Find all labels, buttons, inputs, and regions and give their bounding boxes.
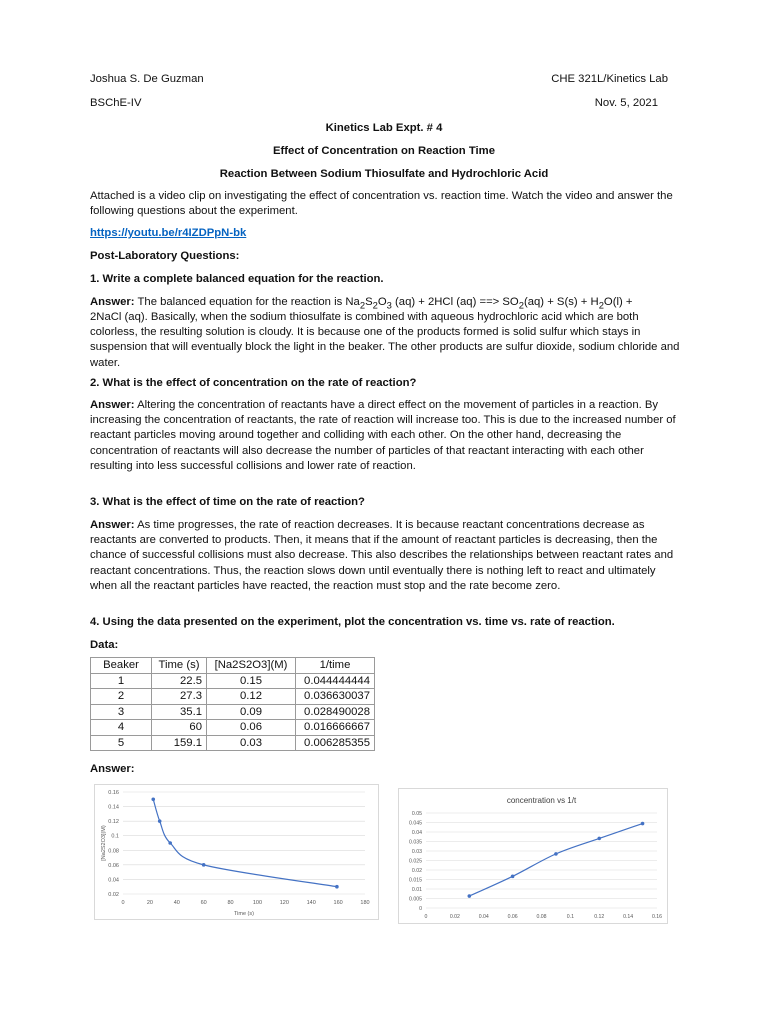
table-row: 5 159.1 0.03 0.006285355 [91,735,375,751]
series-line [153,799,337,886]
data-point [335,885,339,889]
course-code: CHE 321L/Kinetics Lab [551,73,668,85]
y-tick-label: 0.04 [411,830,422,836]
header-time: Time (s) [152,658,207,674]
x-tick-label: 0.16 [651,914,663,920]
data-point [511,875,515,879]
question-4: 4. Using the data presented on the experiment, plot the concentration vs. time vs. rate of reaction. [90,616,615,628]
y-tick-label: 0.16 [108,790,119,796]
data-point [158,819,162,823]
answer-label: Answer: [90,399,135,411]
x-tick-label: 120 [279,900,289,906]
y-tick-label: 0.04 [108,877,119,884]
table-row: 3 35.1 0.09 0.028490028 [91,704,375,720]
video-link[interactable]: https://youtu.be/r4IZDPpN-bk [90,227,247,239]
x-tick-label: 0.04 [478,914,489,920]
data-point [202,863,206,867]
answer-4-label: Answer: [90,763,135,775]
chart-title: concentration vs 1/t [506,796,577,805]
y-axis-label: [Na2S2O3](M) [101,825,107,861]
y-tick-label: 0.03 [411,849,422,855]
y-tick-label: 0.1 [111,833,119,840]
author-name: Joshua S. De Guzman [90,73,204,85]
y-tick-label: 0.05 [411,811,422,817]
series-line [469,824,642,897]
x-tick-label: 80 [227,900,234,906]
y-tick-label: 0.08 [108,848,119,855]
answer-1-equation: Answer: The balanced equation for the reaction is $Na_2S_2O_3$ (aq) + 2HCl (aq) ==> $SO_2(aq) + S(s) + H_2O(l)$ + [90,296,633,311]
header-concentration: [Na2S2O3](M) [207,658,296,674]
question-1: 1. Write a complete balanced equation for the reaction. [90,273,384,285]
program-year: BSChE-IV [90,97,142,109]
chart-1-svg [95,785,378,919]
table-header-row [91,658,375,674]
question-3: 3. What is the effect of time on the rate of reaction? [90,496,365,508]
video-link-wrap [90,226,246,241]
y-tick-label: 0.02 [411,868,422,874]
table-row: 1 22.5 0.15 0.044444444 [91,673,375,689]
data-point [168,841,172,845]
effect-title: Effect of Concentration on Reaction Time [273,145,495,157]
x-tick-label: 20 [146,900,153,906]
x-tick-label: 0.06 [507,914,518,920]
x-tick-label: 180 [360,900,370,906]
data-table [90,657,375,751]
eq-pre: The balanced equation for the reaction is Na [137,296,360,308]
answer-1-body: 2NaCl (aq). Basically, when the sodium thiosulfate is combined with aqueous hydrochloric acid which are both colorless, the resulting solution is cloudy. It is because one of the products formed is solid sulfur which stays in suspension that will eventually block the light in the beaker. The other products are sulfur dioxide, sodium chloride and water. [90,311,680,369]
y-tick-label: 0.005 [409,896,422,903]
x-tick-label: 0.14 [623,914,634,920]
chart-2-svg [399,789,667,923]
y-tick-label: 0.06 [108,862,119,869]
x-tick-label: 0.1 [566,914,574,920]
reaction-title: Reaction Between Sodium Thiosulfate and Hydrochloric Acid [219,168,549,180]
x-tick-label: 60 [200,900,207,906]
answer-3-text: As time progresses, the rate of reaction decreases. It is because reactant concentrations decrease as reactants are converted to products. Then, it means that if the amount of reactant particles is decreasing, then the chance of successful collisions must also decrease. This also describes the relationships between reactant rates and reactant concentrations. Thus, the reaction slows down until eventually there is nothing left to react and ultimately when all the reactant particles have reacted, the reaction must stop and the rate become zero. [90,519,674,592]
x-tick-label: 0.02 [449,914,460,920]
post-lab-heading: Post-Laboratory Questions: [90,250,240,262]
y-tick-label: 0.035 [409,839,422,846]
data-point [554,852,558,856]
table-row: 4 60 0.06 0.016666667 [91,720,375,736]
header-inverse-time: 1/time [296,658,375,674]
y-tick-label: 0.045 [409,820,422,827]
y-tick-label: 0.01 [411,887,422,893]
y-tick-label: 0.12 [108,819,119,826]
x-axis-label: Time (s) [234,911,254,917]
header-beaker: Beaker [91,658,152,674]
y-tick-label: 0.015 [409,877,422,884]
data-point [151,797,155,801]
table-row: 2 27.3 0.12 0.036630037 [91,689,375,705]
intro-paragraph: Attached is a video clip on investigating the effect of concentration vs. reaction time. Watch the video and answer the following questions about the experiment. [90,190,673,218]
x-tick-label: 0.08 [536,914,547,920]
lab-title: Kinetics Lab Expt. # 4 [325,122,443,134]
answer-3 [90,518,680,594]
x-tick-label: 0.12 [594,914,605,920]
y-tick-label: 0.14 [108,804,119,811]
question-2: 2. What is the effect of concentration on the rate of reaction? [90,377,417,389]
x-tick-label: 40 [173,900,180,906]
x-tick-label: 160 [333,900,343,906]
chart-concentration-vs-inverse-time [398,788,668,924]
data-point [597,837,601,841]
answer-2 [90,398,680,474]
x-tick-label: 100 [252,900,263,906]
y-tick-label: 0.025 [409,858,422,865]
data-point [641,822,645,826]
x-tick-label: 140 [306,900,316,906]
x-tick-label: 0 [424,914,428,920]
x-tick-label: 0 [121,900,125,906]
document-date: Nov. 5, 2021 [594,97,658,109]
answer-label: Answer: [90,519,135,531]
data-label: Data: [90,639,119,651]
data-point [468,894,472,898]
answer-2-text: Altering the concentration of reactants have a direct effect on the movement of particles in a reaction. By increasing the concentration of reactants, the rate of reaction will increase too. This is due to the increased number of reactant particles moving around together and colliding with each other. On the other hand, decreasing the concentration of reactants will also decrease the number of particles of that reactant interacting with each other resulting into less successful collisions and lower rate of reaction. [90,399,676,472]
chart-concentration-vs-time [94,784,379,920]
answer-label: Answer: [90,296,135,308]
y-tick-label: 0 [419,906,422,912]
y-tick-label: 0.02 [108,892,119,898]
